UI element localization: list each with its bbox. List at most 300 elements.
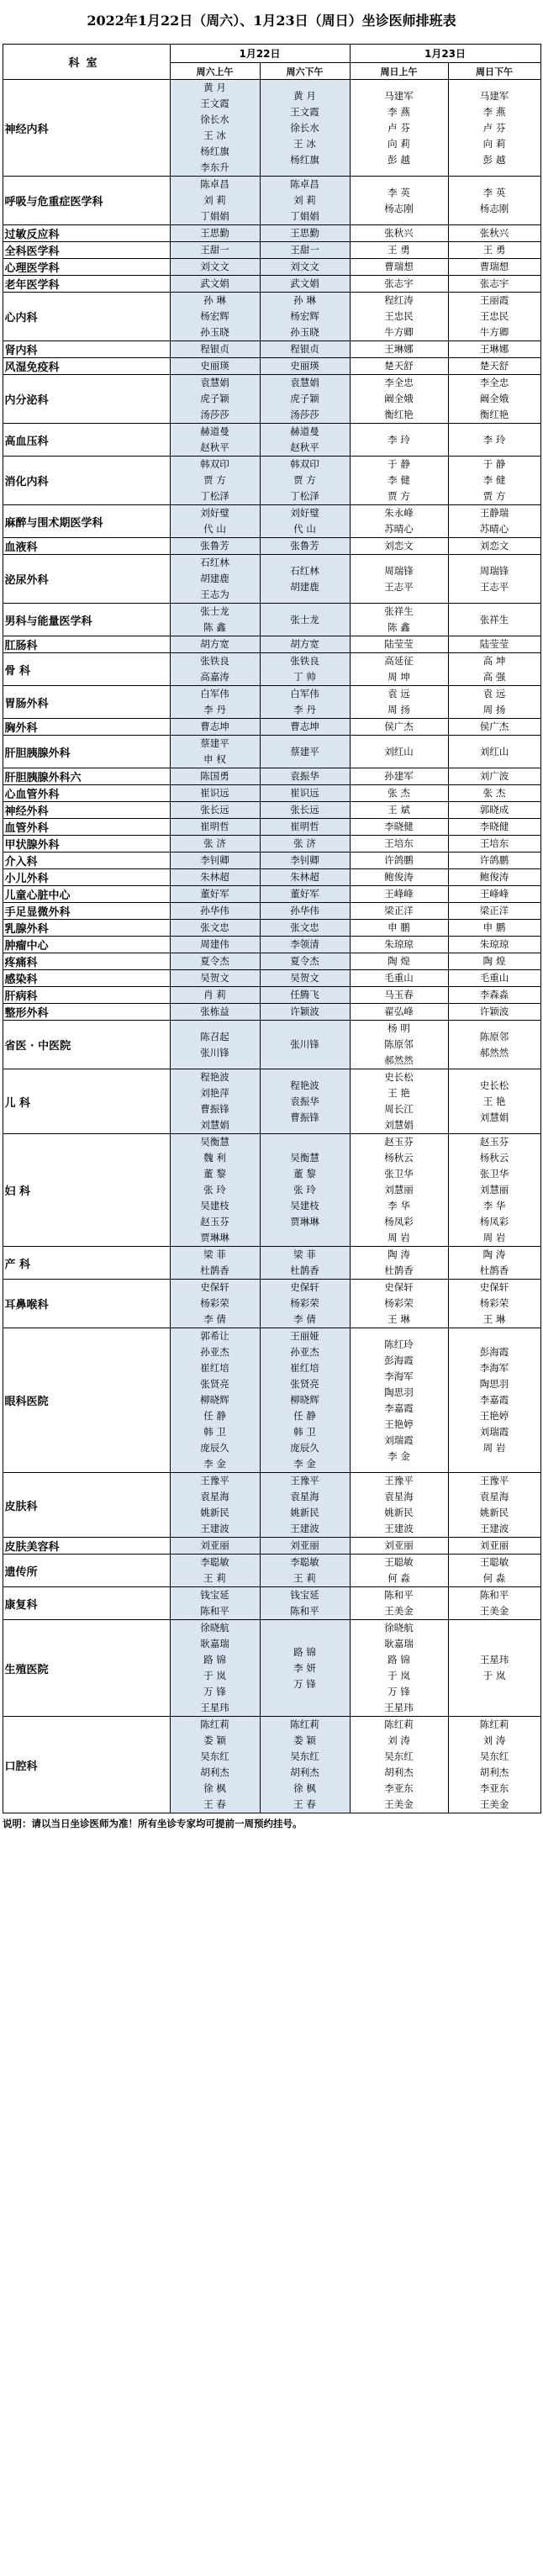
table-row [3,953,540,970]
doctor-name: 李 倩 [203,1313,226,1325]
doctor-cell-sun-am [350,424,448,457]
department-name: 肝胆胰腺外科 [3,736,170,768]
doctor-name: 张 杰 [482,787,506,799]
doctor-name: 刘亚丽 [200,1539,229,1551]
doctor-name: 吴东红 [479,1750,509,1762]
table-row [3,538,540,555]
doctor-cell-sun-pm [448,177,540,225]
department-name: 耳鼻喉科 [3,1280,170,1328]
department-name: 肾内科 [3,341,170,358]
doctor-name: 刘恋文 [384,540,414,552]
doctor-cell-sat-pm [260,555,350,604]
doctor-cell-sat-am [170,225,260,242]
department-name: 产 科 [3,1247,170,1280]
department-name: 消化内科 [3,457,170,505]
doctor-cell-sun-am [350,1280,448,1328]
doctor-cell-sat-pm [260,937,350,953]
department-name: 生殖医院 [3,1620,170,1717]
doctor-name: 虎子颖 [200,393,229,404]
doctor-name: 孙华伟 [200,905,229,916]
doctor-name: 刘好璧 [200,507,229,519]
doctor-name: 白军伟 [290,688,319,699]
doctor-cell-sun-pm [448,1473,540,1538]
doctor-cell-sun-pm [448,1021,540,1069]
doctor-name: 张文忠 [200,921,229,933]
doctor-name: 程艳波 [290,1079,319,1091]
doctor-cell-sun-am [350,225,448,242]
doctor-cell-sun-pm [448,802,540,819]
doctor-cell-sun-pm [448,555,540,604]
doctor-name: 王豫平 [200,1475,229,1486]
doctor-name: 王忠民 [384,310,414,322]
doctor-name: 代 山 [293,523,316,535]
day1-header: 1月22日 [170,45,350,63]
doctor-name: 张 杰 [387,787,410,799]
doctor-name: 高嘉涛 [200,671,229,683]
doctor-name: 卢 芬 [387,121,410,134]
doctor-name: 张川锋 [200,1046,229,1058]
doctor-name: 苏晴心 [384,523,414,535]
doctor-cell-sat-am [170,1004,260,1021]
doctor-name: 徐晓航 [384,1622,414,1634]
doctor-name: 王 冰 [203,129,226,141]
department-name: 皮肤美容科 [3,1538,170,1555]
doctor-name: 史保轩 [200,1281,229,1293]
doctor-name: 刘慧娟 [479,1111,509,1123]
doctor-name: 张川锋 [290,1038,319,1050]
doctor-name: 李聪敏 [200,1556,229,1568]
doctor-name: 周建伟 [200,938,229,950]
doctor-name: 王思勤 [290,227,319,239]
doctor-name: 赵秋平 [290,441,319,453]
doctor-name: 娄 颖 [293,1734,316,1746]
doctor-name: 王文霞 [290,105,319,118]
doctor-name: 钱宝延 [290,1589,319,1601]
doctor-cell-sat-am [170,1620,260,1717]
doctor-name: 王艳婷 [384,1417,414,1430]
doctor-name: 彭海霞 [384,1354,414,1366]
doctor-cell-sun-am [350,686,448,719]
doctor-name: 韩 卫 [203,1426,226,1438]
table-row [3,177,540,225]
doctor-name: 孙 琳 [293,294,316,306]
page-title: 2022年1月22日（周六）、1月23日（周日）坐诊医师排班表 [87,13,456,29]
doctor-name: 王豫平 [290,1475,319,1486]
doctor-cell-sat-pm [260,1620,350,1717]
doctor-cell-sat-am [170,736,260,768]
doctor-cell-sun-pm [448,886,540,903]
doctor-cell-sat-am [170,505,260,538]
doctor-cell-sun-pm [448,1069,540,1134]
doctor-name: 贾 方 [203,474,226,486]
doctor-name: 李海军 [384,1370,414,1382]
department-name: 整形外科 [3,1004,170,1021]
doctor-cell-sun-am [350,1069,448,1134]
doctor-cell-sat-pm [260,953,350,970]
doctor-cell-sat-pm [260,1555,350,1587]
doctor-name: 朱林超 [200,871,229,883]
table-row [3,555,540,604]
doctor-cell-sun-am [350,836,448,853]
doctor-name: 陈红玲 [384,1338,414,1350]
doctor-cell-sat-pm [260,375,350,424]
table-row [3,424,540,457]
doctor-name: 李嘉霞 [479,1394,509,1406]
doctor-name: 杨志刚 [479,202,509,214]
doctor-cell-sun-am [350,276,448,293]
table-row [3,937,540,953]
doctor-name: 彭 越 [387,153,410,166]
doctor-cell-sun-pm [448,869,540,886]
doctor-cell-sun-am [350,768,448,785]
doctor-name: 史长松 [384,1071,414,1083]
department-name: 高血压科 [3,424,170,457]
doctor-cell-sat-pm [260,1587,350,1620]
doctor-name: 张鲁芳 [290,540,319,552]
table-row [3,293,540,341]
doctor-cell-sun-am [350,785,448,802]
doctor-name: 刘慧娟 [200,1119,229,1131]
doctor-name: 于 岚 [203,1670,226,1681]
doctor-cell-sat-am [170,987,260,1004]
doctor-name: 许鸽鹏 [479,854,509,866]
doctor-name: 史保轩 [479,1281,509,1293]
table-row [3,886,540,903]
doctor-name: 虎子颖 [290,393,319,404]
doctor-cell-sat-pm [260,457,350,505]
doctor-name: 侯广杰 [384,721,414,732]
doctor-name: 陈国勇 [200,770,229,782]
doctor-name: 崔识远 [290,787,319,799]
doctor-name: 李 金 [293,1458,316,1470]
doctor-cell-sat-am [170,819,260,836]
table-row [3,819,540,836]
doctor-name: 王静瑞 [479,507,509,519]
doctor-name: 陈 鑫 [387,621,410,633]
doctor-name: 许颖波 [290,1006,319,1017]
doctor-name: 王 斌 [387,804,410,816]
table-row [3,1134,540,1247]
doctor-cell-sun-pm [448,276,540,293]
doctor-name: 杜鹊香 [479,1264,509,1276]
doctor-name: 王建波 [384,1523,414,1534]
doctor-cell-sun-am [350,636,448,653]
department-name: 感染科 [3,970,170,987]
doctor-name: 徐晓航 [200,1622,229,1634]
doctor-cell-sun-am [350,80,448,177]
doctor-name: 史保轩 [384,1281,414,1293]
doctor-name: 彭 越 [482,153,506,166]
doctor-cell-sat-pm [260,505,350,538]
table-row [3,1717,540,1813]
doctor-name: 程银贞 [200,343,229,355]
doctor-name: 万 锋 [293,1677,316,1690]
doctor-name: 李 金 [387,1449,410,1462]
doctor-cell-sat-am [170,953,260,970]
doctor-name: 李钊卿 [200,854,229,866]
doctor-cell-sun-pm [448,836,540,853]
doctor-name: 杜鹊香 [200,1264,229,1276]
doctor-name: 王琳娜 [384,343,414,355]
doctor-name: 马建军 [384,89,414,102]
doctor-cell-sat-am [170,341,260,358]
doctor-cell-sun-am [350,653,448,686]
table-row [3,341,540,358]
doctor-name: 孙 琳 [203,294,226,306]
doctor-name: 张鲁芳 [200,540,229,552]
department-name: 肝胆胰腺外科六 [3,768,170,785]
doctor-name: 贾 方 [293,474,316,486]
doctor-cell-sat-pm [260,1328,350,1473]
doctor-cell-sun-am [350,259,448,276]
doctor-name: 万 锋 [387,1686,410,1697]
table-row [3,457,540,505]
doctor-cell-sun-pm [448,686,540,719]
doctor-cell-sat-am [170,1247,260,1280]
doctor-name: 袁慧娟 [200,377,229,388]
doctor-cell-sun-pm [448,853,540,869]
doctor-cell-sun-am [350,1004,448,1021]
doctor-cell-sat-pm [260,424,350,457]
doctor-name: 李钊卿 [290,854,319,866]
doctor-name: 王 琳 [387,1313,410,1325]
doctor-name: 翟弘峰 [384,1006,414,1017]
doctor-name: 袁 远 [387,688,410,699]
doctor-name: 王甜一 [290,244,319,256]
doctor-cell-sun-pm [448,653,540,686]
doctor-cell-sat-pm [260,1717,350,1813]
doctor-name: 王志为 [200,589,229,600]
doctor-cell-sun-am [350,886,448,903]
department-name: 神经内科 [3,80,170,177]
doctor-name: 贾琳琳 [290,1216,319,1227]
doctor-name: 王星玮 [384,1702,414,1713]
doctor-cell-sun-am [350,1328,448,1473]
footnote: 说明：请以当日坐诊医师为准！所有坐诊专家均可提前一周预约挂号。 [3,1818,303,1829]
table-row [3,225,540,242]
doctor-name: 王美金 [384,1605,414,1617]
department-name: 妇 科 [3,1134,170,1247]
doctor-name: 王峰峰 [479,888,509,900]
doctor-name: 袁 远 [482,688,506,699]
doctor-name: 王培东 [384,837,414,849]
doctor-name: 杜鹊香 [384,1264,414,1276]
doctor-cell-sun-am [350,242,448,259]
doctor-cell-sat-pm [260,341,350,358]
doctor-cell-sat-pm [260,886,350,903]
doctor-name: 刘文文 [200,261,229,272]
doctor-cell-sun-pm [448,970,540,987]
department-name: 儿童心脏中心 [3,886,170,903]
department-name: 心内科 [3,293,170,341]
doctor-name: 李 玲 [387,433,410,446]
doctor-name: 于 静 [387,458,410,470]
doctor-name: 胡利杰 [290,1766,319,1778]
doctor-name: 杨秋云 [479,1152,509,1164]
doctor-cell-sun-am [350,1620,448,1717]
doctor-name: 魏 利 [203,1152,226,1164]
doctor-cell-sat-am [170,719,260,736]
doctor-name: 吴衡慧 [200,1136,229,1148]
department-name: 乳腺外科 [3,920,170,937]
doctor-name: 刘亚丽 [384,1539,414,1551]
table-row [3,358,540,375]
doctor-name: 陈 鑫 [203,621,226,633]
doctor-cell-sun-pm [448,242,540,259]
table-row [3,686,540,719]
doctor-cell-sat-am [170,1555,260,1587]
doctor-cell-sun-am [350,1587,448,1620]
doctor-name: 武文娟 [200,277,229,289]
table-row [3,276,540,293]
doctor-cell-sun-pm [448,1247,540,1280]
doctor-name: 史保轩 [290,1281,319,1293]
doctor-name: 毛重山 [384,972,414,984]
doctor-cell-sun-pm [448,1328,540,1473]
doctor-name: 吴东红 [200,1750,229,1762]
doctor-name: 陈原邻 [479,1030,509,1043]
table-row [3,80,540,177]
doctor-cell-sun-pm [448,538,540,555]
doctor-name: 袁星海 [384,1491,414,1502]
doctor-cell-sun-pm [448,1717,540,1813]
doctor-name: 周 扬 [482,704,506,715]
doctor-name: 陶思羽 [479,1378,509,1390]
doctor-name: 胡建鹿 [200,573,229,584]
doctor-name: 张 玲 [203,1184,226,1196]
doctor-name: 王星玮 [479,1654,509,1665]
doctor-name: 马建军 [479,89,509,102]
doctor-name: 刘慧丽 [479,1184,509,1196]
doctor-cell-sun-am [350,1021,448,1069]
doctor-name: 申 权 [203,753,226,765]
doctor-name: 韩双印 [290,458,319,470]
doctor-name: 马玉春 [384,989,414,1000]
doctor-name: 阚全娥 [479,393,509,404]
doctor-name: 崔红培 [200,1362,229,1374]
doctor-name: 张 济 [203,837,226,849]
doctor-name: 吴贺文 [200,972,229,984]
doctor-name: 张卫华 [384,1168,414,1180]
doctor-cell-sun-pm [448,903,540,920]
doctor-name: 孙玉晓 [290,326,319,338]
doctor-cell-sat-am [170,1134,260,1247]
doctor-name: 李 妍 [293,1661,316,1674]
doctor-name: 钱宝延 [200,1589,229,1601]
doctor-name: 徐长水 [290,121,319,134]
doctor-name: 庞辰久 [200,1442,229,1454]
doctor-cell-sun-pm [448,358,540,375]
doctor-name: 庞辰久 [290,1442,319,1454]
schedule-table [3,44,541,1813]
doctor-cell-sat-am [170,970,260,987]
doctor-cell-sun-pm [448,819,540,836]
doctor-name: 孙玉晓 [200,326,229,338]
doctor-name: 李 燕 [387,105,410,118]
doctor-name: 周 岩 [482,1442,506,1454]
doctor-name: 王 冰 [293,137,316,150]
doctor-cell-sat-am [170,636,260,653]
doctor-cell-sun-am [350,555,448,604]
doctor-name: 史丽瑛 [200,360,229,372]
department-name: 过敏反应科 [3,225,170,242]
doctor-name: 程银贞 [290,343,319,355]
doctor-name: 崔明哲 [200,821,229,832]
doctor-name: 石红林 [200,557,229,568]
doctor-cell-sat-am [170,293,260,341]
doctor-name: 王培东 [479,837,509,849]
slot-header-sun-am: 周日上午 [350,63,448,80]
doctor-cell-sun-pm [448,719,540,736]
doctor-name: 刘 涛 [387,1734,410,1746]
doctor-name: 梁 菲 [203,1248,226,1260]
doctor-cell-sat-am [170,424,260,457]
doctor-name: 李 英 [482,186,506,198]
doctor-name: 陈卓昌 [290,178,319,190]
doctor-cell-sun-pm [448,505,540,538]
doctor-name: 衡红艳 [479,409,509,420]
table-row [3,719,540,736]
doctor-cell-sat-am [170,555,260,604]
doctor-name: 董 黎 [293,1168,316,1180]
doctor-name: 陶 煌 [482,955,506,967]
doctor-name: 朱林超 [290,871,319,883]
doctor-cell-sat-am [170,768,260,785]
doctor-name: 李 华 [387,1200,410,1211]
doctor-name: 杨凤彩 [479,1216,509,1227]
doctor-name: 肖 莉 [203,989,226,1000]
doctor-cell-sun-am [350,177,448,225]
doctor-cell-sat-pm [260,785,350,802]
doctor-name: 任 静 [293,1410,316,1422]
department-name: 眼科医院 [3,1328,170,1473]
department-name: 呼吸与危重症医学科 [3,177,170,225]
doctor-name: 娄 颖 [203,1734,226,1746]
doctor-name: 陈原邻 [384,1038,414,1050]
doctor-cell-sun-am [350,341,448,358]
doctor-cell-sun-am [350,1555,448,1587]
doctor-name: 胡方宽 [290,638,319,650]
doctor-name: 杨志刚 [384,202,414,214]
table-row [3,1620,540,1717]
doctor-name: 郝然然 [479,1046,509,1058]
doctor-name: 任腾飞 [290,989,319,1000]
dept-column-header: 科室 [3,45,170,80]
doctor-cell-sat-am [170,1473,260,1538]
department-name: 老年医学科 [3,276,170,293]
doctor-cell-sun-am [350,457,448,505]
doctor-name: 郭希让 [200,1330,229,1342]
table-row [3,636,540,653]
doctor-name: 杨彩荣 [200,1297,229,1309]
department-name: 麻醉与围术期医学科 [3,505,170,538]
doctor-cell-sun-am [350,920,448,937]
table-row [3,1280,540,1328]
doctor-name: 杨彩荣 [479,1297,509,1309]
doctor-name: 鲍俊涛 [384,871,414,883]
doctor-name: 杨宏辉 [200,310,229,322]
table-row [3,1587,540,1620]
doctor-name: 刘好璧 [290,507,319,519]
doctor-name: 孙建军 [384,770,414,782]
doctor-cell-sun-am [350,987,448,1004]
doctor-name: 丁松泽 [290,490,319,502]
doctor-name: 袁振华 [290,770,319,782]
doctor-cell-sat-pm [260,538,350,555]
doctor-name: 张栋益 [200,1006,229,1017]
doctor-name: 李领清 [290,938,319,950]
doctor-cell-sat-pm [260,903,350,920]
